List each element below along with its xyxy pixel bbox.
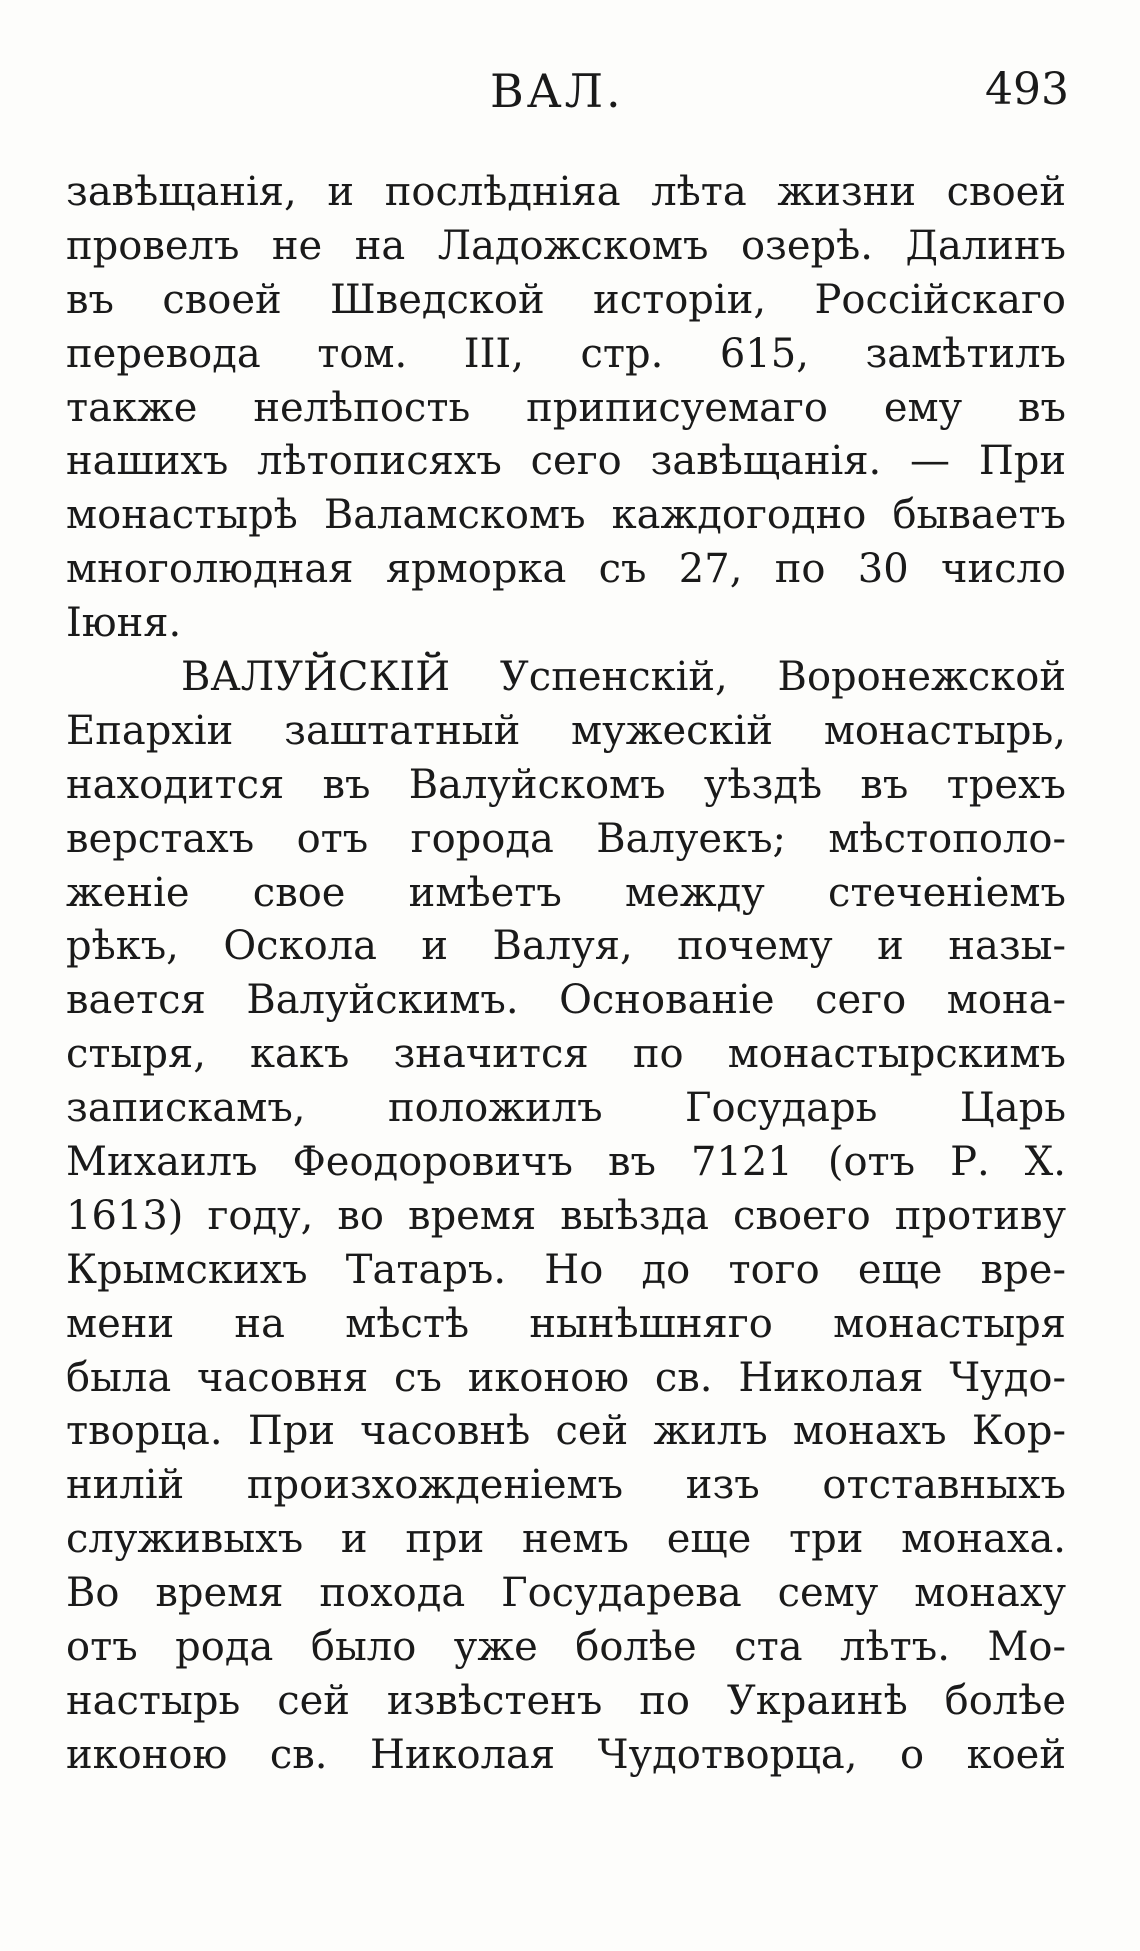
text-line: 1613) году, во время выѣзда своего противу (66, 1192, 1066, 1239)
body-text (66, 166, 1066, 1783)
running-head: ВАЛ. (490, 64, 624, 118)
page-header (0, 60, 1140, 130)
text-line: Михаилъ Феодоровичъ въ 7121 (отъ Р. Х. (66, 1139, 1066, 1186)
text-line: также нелѣпость приписуемаго ему въ (66, 384, 1066, 431)
text-line: перевода том. III, стр. 615, замѣтилъ (66, 330, 1066, 377)
text-line: завѣщанія, и послѣдніяа лѣта жизни своей (66, 169, 1066, 215)
text-line: находится въ Валуйскомъ уѣздѣ въ трехъ (66, 761, 1066, 808)
text-line: настырь сей извѣстенъ по Украинѣ болѣе (66, 1677, 1066, 1724)
text-line: ВАЛУЙСКІЙ Успенскій, Воронежской (181, 654, 1066, 701)
text-line: служивыхъ и при немъ еще три монаха. (66, 1516, 1066, 1563)
text-line: запискамъ, положилъ Государь Царь (66, 1085, 1066, 1132)
text-line: женіе свое имѣетъ между стеченіемъ (66, 869, 1066, 916)
text-line: Епархіи заштатный мужескій монастырь, (66, 707, 1066, 754)
text-line: творца. При часовнѣ сей жилъ монахъ Кор- (66, 1408, 1066, 1455)
text-line: въ своей Шведской исторіи, Россійскаго (66, 276, 1066, 323)
text-line: провелъ не на Ладожскомъ озерѣ. Далинъ (66, 222, 1066, 269)
text-line: была часовня съ иконою св. Николая Чудо- (66, 1354, 1066, 1401)
text-line: мени на мѣстѣ нынѣшняго монастыря (66, 1300, 1066, 1347)
text-line: верстахъ отъ города Валуекъ; мѣстополо- (66, 815, 1066, 862)
text-line: вается Валуйскимъ. Основаніе сего мона- (66, 977, 1066, 1024)
text-line: нилій произхожденіемъ изъ отставныхъ (66, 1462, 1066, 1509)
text-line: Во время похода Государева сему монаху (66, 1570, 1066, 1617)
page-number: 493 (985, 64, 1069, 115)
text-line: монастырѣ Валамскомъ каждогодно бываетъ (66, 492, 1066, 539)
text-line: отъ рода было уже болѣе ста лѣтъ. Мо- (66, 1624, 1066, 1671)
text-line: многолюдная ярморка съ 27, по 30 число (66, 546, 1066, 593)
text-line: иконою св. Николая Чудотворца, о коей (66, 1731, 1066, 1778)
text-line: Іюня. (66, 600, 182, 647)
text-line: рѣкъ, Оскола и Валуя, почему и назы- (66, 923, 1066, 970)
text-line: стыря, какъ значится по монастырскимъ (66, 1031, 1066, 1078)
text-line: нашихъ лѣтописяхъ сего завѣщанія. — При (66, 438, 1066, 485)
text-line: Крымскихъ Татаръ. Но до того еще вре- (66, 1246, 1066, 1293)
